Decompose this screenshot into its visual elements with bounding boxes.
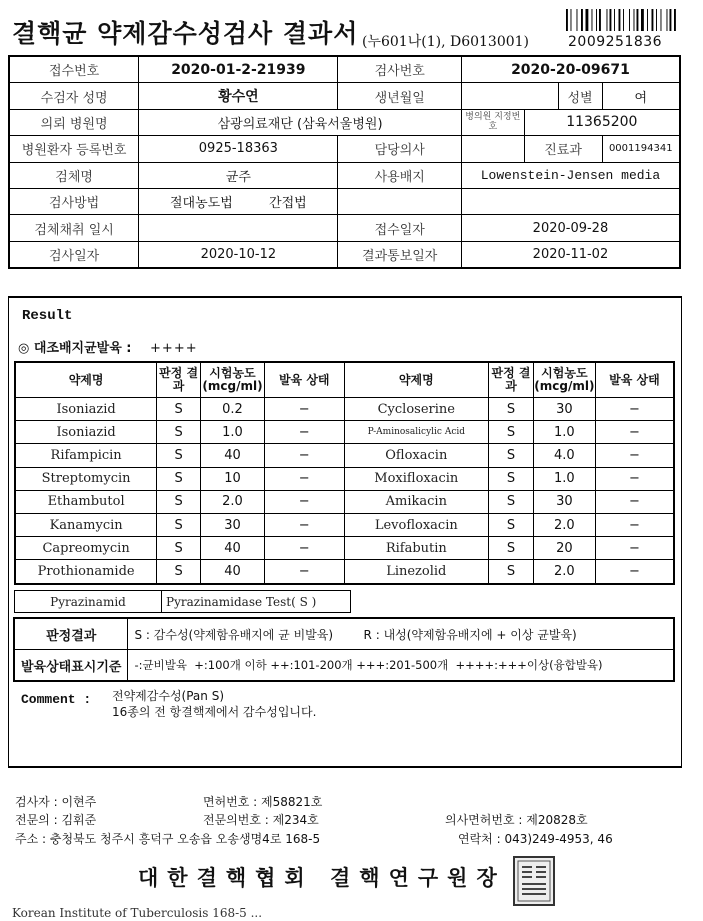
info-row xyxy=(9,188,680,214)
info-row xyxy=(9,83,680,109)
right-drug-name: Levofloxacin xyxy=(344,513,489,536)
sex-value: 여 xyxy=(602,83,680,109)
method-1: 절대농도법 xyxy=(169,196,233,212)
organization-name: 대한결핵협회 결핵연구원장 xyxy=(138,865,506,890)
right-judgment: S xyxy=(489,513,534,536)
address: 주소 : 충청북도 청주시 흥덕구 오송읍 오송생명4로 168-5 xyxy=(15,832,321,846)
info-row xyxy=(9,56,680,83)
legend-table xyxy=(13,617,675,682)
left-judgment: S xyxy=(157,421,201,444)
left-judgment: S xyxy=(157,490,201,513)
official-seal-icon xyxy=(513,856,555,906)
method-value xyxy=(139,188,338,214)
left-drug-name: Rifampicin xyxy=(15,444,157,467)
sex-label: 성별 xyxy=(558,83,602,109)
right-drug-name: Cycloserine xyxy=(344,398,489,421)
right-judgment: S xyxy=(489,398,534,421)
left-growth-status: − xyxy=(264,513,344,536)
control-growth-label: ◎ 대조배지균발육 : xyxy=(18,341,132,356)
info-row xyxy=(9,215,680,241)
report-date-label: 결과통보일자 xyxy=(338,241,461,268)
receipt-no-value: 2020-01-2-21939 xyxy=(139,56,338,83)
doctor-license: 의사면허번호 : 제20828호 xyxy=(445,813,588,827)
control-growth xyxy=(18,337,198,356)
table-row xyxy=(15,513,674,536)
left-judgment: S xyxy=(157,398,201,421)
col-conc: 시험농도 (mcg/ml) xyxy=(533,362,595,398)
doctor-label: 담당의사 xyxy=(338,136,461,162)
info-row xyxy=(9,162,680,188)
right-concentration: 2.0 xyxy=(533,560,595,584)
right-concentration: 1.0 xyxy=(533,421,595,444)
left-drug-name: Isoniazid xyxy=(15,398,157,421)
right-growth-status: − xyxy=(595,421,674,444)
left-growth-status: − xyxy=(264,421,344,444)
empty-cell xyxy=(338,188,461,214)
table-row xyxy=(15,421,674,444)
right-drug-name: Moxifloxacin xyxy=(344,467,489,490)
legend-judgment-label: 판정결과 xyxy=(14,618,128,650)
right-growth-status: − xyxy=(595,513,674,536)
left-judgment: S xyxy=(157,444,201,467)
right-concentration: 4.0 xyxy=(533,444,595,467)
susceptibility-table xyxy=(14,361,675,585)
right-concentration: 1.0 xyxy=(533,467,595,490)
left-growth-status: − xyxy=(264,560,344,584)
specimen-value: 균주 xyxy=(139,162,338,188)
method-2: 간접법 xyxy=(269,196,307,212)
pza-label: Pyrazinamid xyxy=(15,591,162,613)
patient-info-table xyxy=(8,55,681,269)
right-drug-name: Rifabutin xyxy=(344,537,489,560)
table-header-row xyxy=(15,362,674,398)
empty-cell xyxy=(461,188,680,214)
right-drug-name: Ofloxacin xyxy=(344,444,489,467)
table-row xyxy=(15,591,351,613)
left-growth-status: − xyxy=(264,490,344,513)
right-growth-status: − xyxy=(595,398,674,421)
left-drug-name: Prothionamide xyxy=(15,560,157,584)
right-judgment: S xyxy=(489,444,534,467)
left-drug-name: Streptomycin xyxy=(15,467,157,490)
patient-name-value: 황수연 xyxy=(139,83,338,109)
comment-line-2: 16종의 전 항결핵제에서 감수성입니다. xyxy=(112,705,317,719)
right-judgment: S xyxy=(489,537,534,560)
table-row xyxy=(14,650,674,682)
info-row xyxy=(9,136,680,162)
right-judgment: S xyxy=(489,421,534,444)
legend-growth-text: -:균비발육 +:100개 이하 ++:101-200개 +++:201-500개 ++++:+++이상(융합발육) xyxy=(128,650,674,682)
dob-label: 생년월일 xyxy=(338,83,461,109)
right-drug-name: P-Aminosalicylic Acid xyxy=(344,421,489,444)
table-row xyxy=(15,490,674,513)
document-title: 결핵균 약제감수성검사 결과서 xyxy=(12,19,359,48)
test-date-label: 검사일자 xyxy=(9,241,139,268)
col-judgment: 판정 결과 xyxy=(157,362,201,398)
right-judgment: S xyxy=(489,560,534,584)
hospital-code-label: 병의원 지정번호 xyxy=(461,109,524,135)
barcode-icon xyxy=(566,9,698,31)
left-concentration: 40 xyxy=(200,537,264,560)
left-drug-name: Capreomycin xyxy=(15,537,157,560)
organization-english: Korean Institute of Tuberculosis 168-5 ... xyxy=(12,906,263,920)
right-drug-name: Amikacin xyxy=(344,490,489,513)
reg-no-value: 0925-18363 xyxy=(139,136,338,162)
col-drug: 약제명 xyxy=(344,362,489,398)
contact: 연락처 : 043)249-4953, 46 xyxy=(458,832,613,846)
pza-value: Pyrazinamidase Test( S ) xyxy=(162,591,351,613)
right-judgment: S xyxy=(489,467,534,490)
barcode-number: 2009251836 xyxy=(568,34,663,50)
receipt-no-label: 접수번호 xyxy=(9,56,139,83)
info-row xyxy=(9,109,680,135)
right-concentration: 30 xyxy=(533,490,595,513)
right-concentration: 30 xyxy=(533,398,595,421)
medium-value: Lowenstein-Jensen media xyxy=(461,162,680,188)
right-growth-status: − xyxy=(595,560,674,584)
patient-name-label: 수검자 성명 xyxy=(9,83,139,109)
pyrazinamide-table xyxy=(14,590,351,613)
right-concentration: 2.0 xyxy=(533,513,595,536)
collect-date-value xyxy=(139,215,338,241)
legend-growth-label: 발육상태표시기준 xyxy=(14,650,128,682)
right-growth-status: − xyxy=(595,444,674,467)
left-concentration: 0.2 xyxy=(200,398,264,421)
medium-label: 사용배지 xyxy=(338,162,461,188)
hospital-label: 의뢰 병원명 xyxy=(9,109,139,135)
table-row xyxy=(15,560,674,584)
left-drug-name: Ethambutol xyxy=(15,490,157,513)
report-date-value: 2020-11-02 xyxy=(461,241,680,268)
left-drug-name: Kanamycin xyxy=(15,513,157,536)
table-row xyxy=(15,398,674,421)
receive-date-label: 접수일자 xyxy=(338,215,461,241)
right-growth-status: − xyxy=(595,490,674,513)
left-concentration: 1.0 xyxy=(200,421,264,444)
control-growth-value: ++++ xyxy=(150,341,198,356)
left-growth-status: − xyxy=(264,467,344,490)
dept-label: 진료과 xyxy=(524,136,602,162)
left-growth-status: − xyxy=(264,444,344,467)
left-judgment: S xyxy=(157,537,201,560)
table-row xyxy=(14,618,674,650)
comment-label: Comment : xyxy=(21,692,92,707)
test-no-value: 2020-20-09671 xyxy=(461,56,680,83)
col-conc: 시험농도 (mcg/ml) xyxy=(200,362,264,398)
left-concentration: 10 xyxy=(200,467,264,490)
table-row xyxy=(15,444,674,467)
right-growth-status: − xyxy=(595,467,674,490)
tester: 검사자 : 이현주 xyxy=(15,795,97,809)
col-drug: 약제명 xyxy=(15,362,157,398)
specimen-label: 검체명 xyxy=(9,162,139,188)
legend-judgment-text: S : 감수성(약제함유배지에 균 비발육) R : 내성(약제함유배지에 + 이상 균발육) xyxy=(128,618,674,650)
left-growth-status: − xyxy=(264,398,344,421)
table-row xyxy=(15,467,674,490)
doctor-value xyxy=(461,136,524,162)
result-heading: Result xyxy=(22,308,73,324)
left-concentration: 2.0 xyxy=(200,490,264,513)
info-row xyxy=(9,241,680,268)
hospital-code-value: 11365200 xyxy=(524,109,680,135)
left-judgment: S xyxy=(157,467,201,490)
left-concentration: 30 xyxy=(200,513,264,536)
comment-line-1: 전약제감수성(Pan S) xyxy=(112,689,225,703)
reg-no-label: 병원환자 등록번호 xyxy=(9,136,139,162)
method-label: 검사방법 xyxy=(9,188,139,214)
collect-date-label: 검체채취 일시 xyxy=(9,215,139,241)
col-growth: 발육 상태 xyxy=(595,362,674,398)
test-date-value: 2020-10-12 xyxy=(139,241,338,268)
test-no-label: 검사번호 xyxy=(338,56,461,83)
right-judgment: S xyxy=(489,490,534,513)
tester-license: 면허번호 : 제58821호 xyxy=(203,795,323,809)
receive-date-value: 2020-09-28 xyxy=(461,215,680,241)
specialist: 전문의 : 김휘준 xyxy=(15,813,97,827)
form-code: (누601나(1), D6013001) xyxy=(362,34,530,50)
right-drug-name: Linezolid xyxy=(344,560,489,584)
right-growth-status: − xyxy=(595,537,674,560)
right-concentration: 20 xyxy=(533,537,595,560)
left-judgment: S xyxy=(157,513,201,536)
col-growth: 발육 상태 xyxy=(264,362,344,398)
left-growth-status: − xyxy=(264,537,344,560)
left-concentration: 40 xyxy=(200,444,264,467)
col-judgment: 판정 결과 xyxy=(489,362,534,398)
divider xyxy=(8,766,681,768)
table-row xyxy=(15,537,674,560)
left-concentration: 40 xyxy=(200,560,264,584)
specialist-no: 전문의번호 : 제234호 xyxy=(203,813,319,827)
dob-value xyxy=(461,83,558,109)
hospital-value: 삼광의료재단 (삼육서울병원) xyxy=(139,109,462,135)
left-drug-name: Isoniazid xyxy=(15,421,157,444)
dept-value: 0001194341 xyxy=(602,136,680,162)
left-judgment: S xyxy=(157,560,201,584)
